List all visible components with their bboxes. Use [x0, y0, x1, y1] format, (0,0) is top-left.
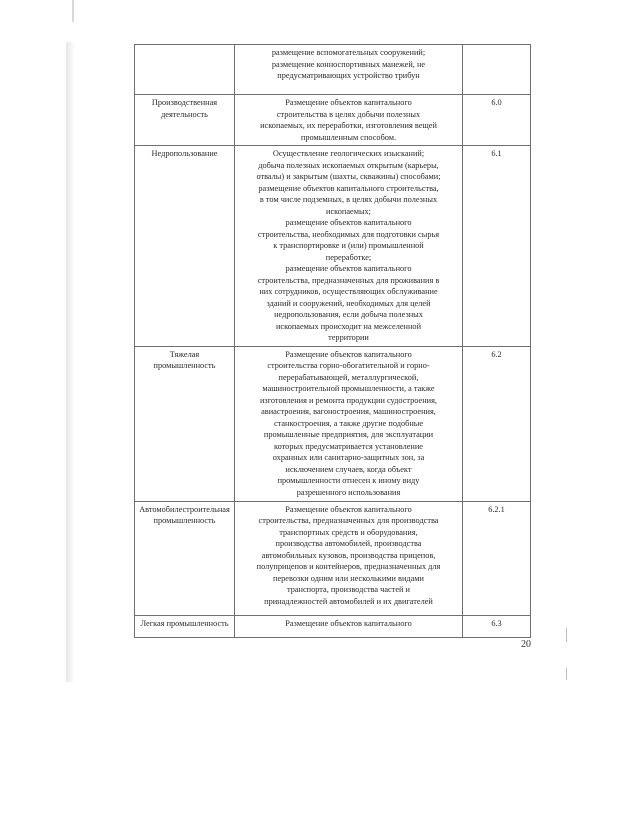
use-type-name: Производственная деятельность	[135, 95, 235, 146]
description-line: Размещение объектов капитального	[285, 98, 412, 107]
land-use-table	[134, 44, 531, 638]
description-line: промышленные предприятия, для эксплуатации	[263, 430, 434, 439]
description-line: транспортных средств и оборудования,	[279, 527, 418, 537]
table-row	[135, 346, 531, 501]
description-line: территории	[328, 333, 369, 342]
use-type-code: 6.3	[463, 615, 531, 637]
use-type-name: Недропользование	[135, 146, 235, 347]
description-line: ископаемых, их переработки, изготовления вещей	[260, 121, 437, 130]
use-type-description	[235, 615, 463, 637]
use-type-name	[135, 45, 235, 95]
description-line: промышленности отнесен к иному виду	[277, 476, 420, 485]
description-line: производства автомобилей, производства	[275, 539, 422, 548]
description-line: исключением случаев, когда объект	[285, 464, 412, 474]
description-line: автомобильных кузовов, производства прицепов,	[261, 550, 436, 560]
description-line: зданий и сооружений, необходимых для целей	[266, 298, 431, 308]
description-line: строительства, предназначенных для проживания в	[257, 275, 440, 285]
description-line: принадлежностей автомобилей и их двигателей	[264, 596, 433, 606]
use-type-name: Тяжелая промышленность	[135, 346, 235, 501]
description-line: ископаемых;	[326, 206, 371, 216]
page-number: 20	[521, 639, 531, 650]
description-line: охранных или санитарно-защитных зон, за	[272, 453, 425, 462]
use-type-code: 6.1	[463, 146, 531, 347]
description-line: добыча полезных ископаемых открытым (карьеры,	[258, 160, 439, 170]
description-line: них сотрудников, осуществляющих обслуживание	[259, 287, 438, 296]
description-line: промышленным способом.	[300, 132, 397, 142]
description-line: переработке;	[325, 252, 372, 262]
description-line: полуприцепов и контейнеров, предназначенных для	[256, 562, 441, 571]
description-line: которых предусматривается установление	[274, 441, 423, 451]
use-type-code: 6.2	[463, 346, 531, 501]
description-line: в том числе подземных, в целях добычи полезных	[259, 195, 438, 204]
scan-mark	[566, 668, 567, 680]
description-line: размещение конноспортивных манежей, не	[271, 59, 426, 69]
description-line: размещение вспомогательных сооружений;	[271, 48, 426, 57]
description-line: размещение объектов капитального	[285, 264, 412, 273]
description-line: перерабатывающей, металлургической,	[278, 372, 419, 382]
description-line: Размещение объектов капитального	[285, 504, 412, 514]
description-line: размещение объектов капитального строительства,	[258, 183, 439, 193]
description-line: к транспортировке и (или) промышленной	[273, 241, 424, 250]
description-line: размещение объектов капитального	[285, 218, 412, 227]
description-line: строительства в целях добычи полезных	[276, 109, 421, 119]
table-row	[135, 501, 531, 615]
use-type-code: 6.0	[463, 95, 531, 146]
use-type-code: 6.2.1	[463, 501, 531, 615]
description-line: станкостроения, а также другие подобные	[273, 418, 424, 428]
description-line: Размещение объектов капитального	[285, 349, 412, 359]
use-type-name: Легкая промышленность	[135, 615, 235, 637]
table-body	[135, 45, 531, 638]
description-line: строительства, предназначенных для производства	[258, 516, 439, 525]
description-line: ископаемых происходит на межселенной	[275, 321, 422, 331]
use-type-code	[463, 45, 531, 95]
description-line: отвалы) и закрытым (шахты, скважины) способами;	[256, 172, 441, 181]
use-type-name: Автомобилестроительная промышленность	[135, 501, 235, 615]
table-row	[135, 615, 531, 637]
table-row	[135, 146, 531, 347]
description-line: Размещение объектов капитального	[285, 618, 412, 628]
use-type-description	[235, 346, 463, 501]
scan-mark	[566, 628, 567, 642]
table-row	[135, 95, 531, 146]
description-line: недропользования, если добыча полезных	[274, 310, 423, 319]
description-line: машиностроительной промышленности, а также	[262, 384, 435, 393]
use-type-description	[235, 501, 463, 615]
use-type-description	[235, 95, 463, 146]
description-line: строительства, необходимых для подготовки сырья	[257, 229, 440, 239]
description-line: строительства горно-обогатительной и горно-	[267, 361, 430, 370]
use-type-description	[235, 146, 463, 347]
description-line: предусматривающих устройство трибун	[277, 71, 420, 80]
description-line: авиастроения, вагоностроения, машиностроения,	[261, 407, 436, 416]
description-line: транспорта, производства частей и	[287, 585, 410, 594]
description-line: разрешенного использования	[296, 487, 401, 497]
description-line: перевозки одним или несколькими видами	[273, 573, 424, 583]
table-row	[135, 45, 531, 95]
scan-shadow-left	[66, 42, 75, 682]
description-line: Осуществление геологических изысканий;	[272, 149, 425, 158]
use-type-description	[235, 45, 463, 95]
scan-artifact-top	[72, 0, 74, 22]
description-line: изготовления и ремонта продукции судостроения,	[259, 395, 438, 405]
